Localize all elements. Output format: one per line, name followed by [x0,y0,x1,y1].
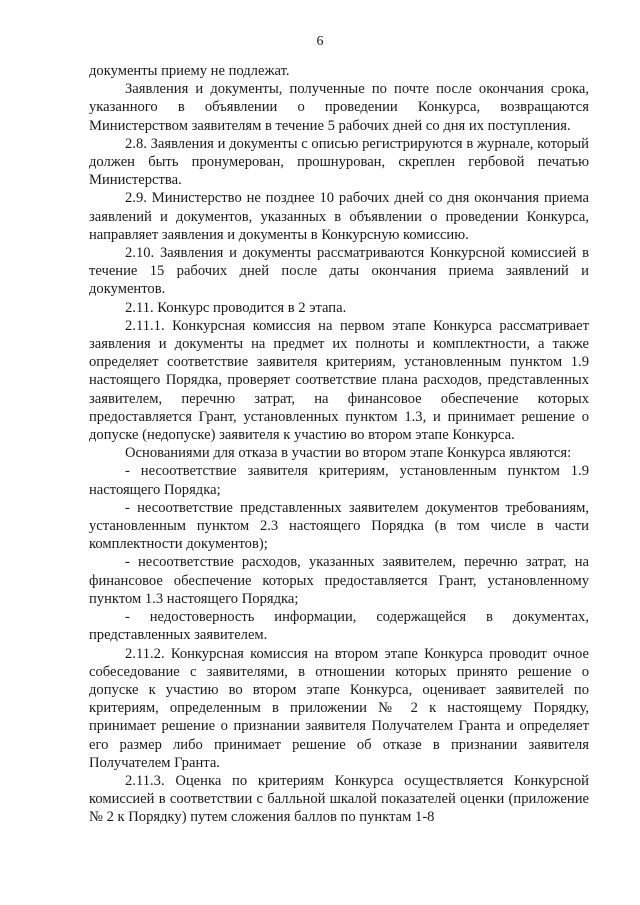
paragraph-2-8: 2.8. Заявления и документы с описью регистрируются в журнале, который должен быть пронумерован, прошнурован, скреплен гербовой печатью Министерства. [89,135,589,189]
paragraph-2-11-2: 2.11.2. Конкурсная комиссия на втором этапе Конкурса проводит очное собеседование с заявителями, в отношении которых принято решение о допуске к участию во втором этапе Конкурса, оценивает заявителей по критериям, определенным в приложении № 2 к настоящему Порядку, принимает решение о признании заявителя Получателем Гранта и определяет его размер либо принимает решение об отказе в признании заявителя Получателем Гранта. [89,645,589,771]
paragraph-2-10: 2.10. Заявления и документы рассматриваются Конкурсной комиссией в течение 15 рабочих дней после даты окончания приема заявлений и документов. [89,245,589,298]
paragraph-2-11-3: 2.11.3. Оценка по критериям Конкурса осуществляется Конкурсной комиссией в соответствии с балльной шкалой показателей оценки (приложение № 2 к Порядку) путем сложения баллов по пунктам 1-8 [89,772,589,826]
paragraph-2-11: 2.11. Конкурс проводится в 2 этапа. [125,299,347,316]
paragraph-returned-documents: Заявления и документы, полученные по почте после окончания срока, указанного в объявлении о проведении Конкурса, возвращаются Министерством заявителям в течение 5 рабочих дней со дня их поступления. [89,81,589,134]
list-item-expenses: - несоответствие расходов, указанных заявителем, перечню затрат, на финансовое обеспечение которых предоставляется Грант, установленному пунктом 1.3 настоящего Порядка; [89,554,589,607]
list-item-unreliable-info: - недостоверность информации, содержащейся в документах, представленных заявителем. [89,609,589,644]
paragraph-2-11-1: 2.11.1. Конкурсная комиссия на первом этапе Конкурса рассматривает заявления и документы на предмет их полноты и комплектности, а также определяет соответствие заявителя критериям, установленным пунктом 1.9 настоящего Порядка, проверяет соответствие плана расходов, представленных заявителем, перечню затрат, на финансовое обеспечение которых предоставляется Грант, установленных пунктом 1.3, и принимает решение о допуске (недопуске) заявителя к участию во втором этапе Конкурса. [89,317,589,444]
page-number: 6 [316,34,324,49]
paragraph-refusal-grounds: Основаниями для отказа в участии во втором этапе Конкурса являются: [125,445,572,462]
paragraph-2-9: 2.9. Министерство не позднее 10 рабочих дней со дня окончания приема заявлений и документов, указанных в объявлении о проведении Конкурса, направляет заявления и документы в Конкурсную комиссию. [89,190,589,243]
document-body [89,62,589,827]
paragraph-continuation: документы приему не подлежат. [89,63,290,79]
list-item-criteria: - несоответствие заявителя критериям, установленным пунктом 1.9 настоящего Порядка; [89,463,589,498]
list-item-documents: - несоответствие представленных заявителем документов требованиям, установленным пунктом 2.3 настоящего Порядка (в том числе в части комплектности документов); [89,499,589,553]
